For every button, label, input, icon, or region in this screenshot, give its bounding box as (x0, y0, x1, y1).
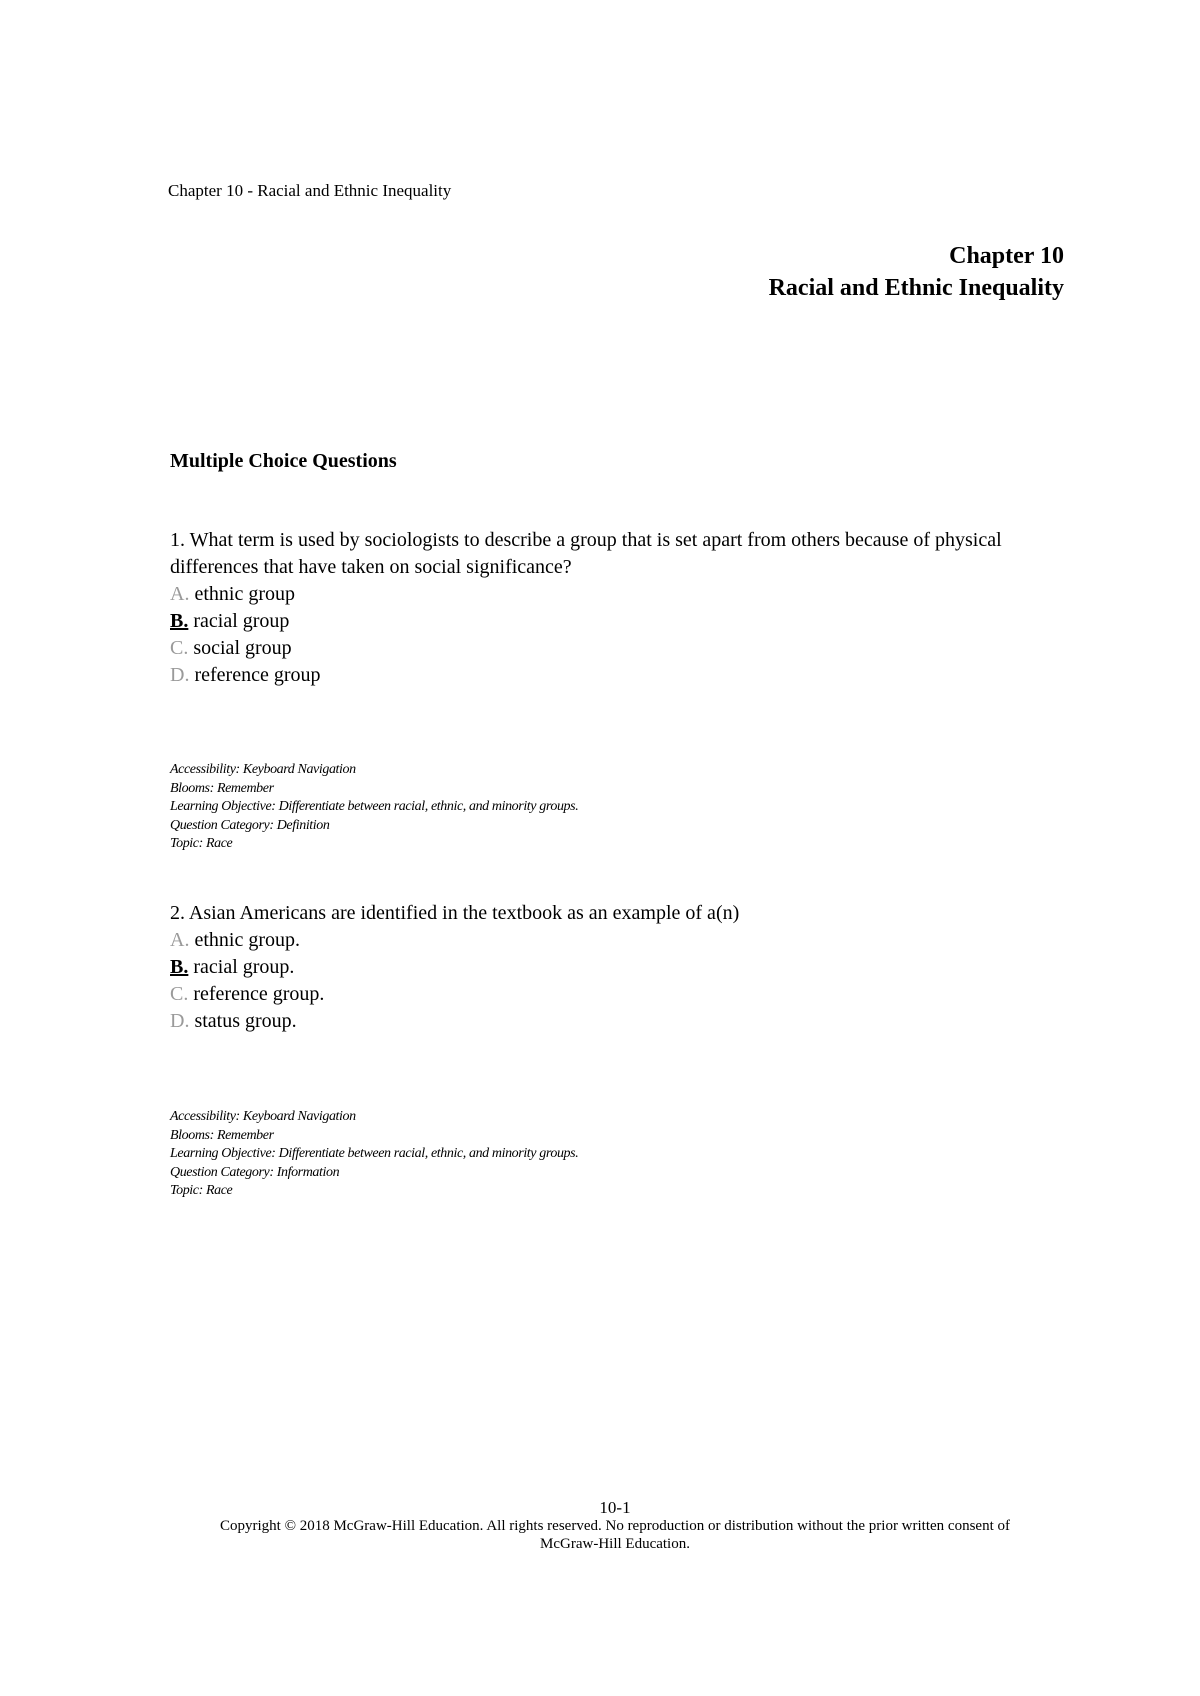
running-header: Chapter 10 - Racial and Ethnic Inequality (168, 181, 452, 200)
chapter-number: Chapter 10 (949, 243, 1064, 269)
copyright-line: Copyright © 2018 McGraw-Hill Education. All rights reserved. No reproduction or distribution without the prior written consent of (219, 1518, 1010, 1534)
copyright-line: McGraw-Hill Education. (540, 1536, 690, 1552)
chapter-name: Racial and Ethnic Inequality (768, 275, 1064, 301)
choice-text: social group (188, 637, 292, 659)
meta-question-category: Question Category: Information (170, 1164, 340, 1180)
choice-text: ethnic group (189, 583, 295, 605)
choice-text: reference group (189, 664, 321, 686)
answer-choice-d (170, 662, 1050, 689)
choice-text: reference group. (188, 983, 325, 1005)
answer-choice-a (170, 581, 1050, 608)
choice-letter: D. (170, 664, 190, 686)
choice-text: status group. (189, 1010, 297, 1032)
question-stem: 1. What term is used by sociologists to describe a group that is set apart from others because of physical differences that have taken on social significance? (170, 529, 1002, 578)
question-2 (170, 900, 1050, 1035)
answer-choice-d (170, 1008, 1050, 1035)
section-heading: Multiple Choice Questions (170, 450, 397, 472)
meta-blooms: Blooms: Remember (170, 780, 274, 796)
meta-topic: Topic: Race (170, 836, 233, 851)
choice-text: ethnic group. (189, 929, 300, 951)
chapter-title (769, 240, 1064, 304)
question-2-metadata (170, 1108, 578, 1201)
choice-text: racial group (188, 610, 290, 632)
answer-choice-c (170, 981, 1050, 1008)
choice-letter: C. (170, 983, 189, 1005)
meta-accessibility: Accessibility: Keyboard Navigation (170, 762, 356, 777)
page-footer (190, 1499, 1040, 1553)
correct-choice-letter: B. (170, 610, 189, 632)
answer-choice-c (170, 635, 1050, 662)
question-stem: 2. Asian Americans are identified in the textbook as an example of a(n) (170, 902, 740, 924)
answer-choice-a (170, 927, 1050, 954)
choice-letter: A. (170, 583, 190, 605)
meta-topic: Topic: Race (170, 1183, 233, 1198)
question-1-metadata (170, 761, 578, 854)
choice-text: racial group. (188, 956, 295, 978)
choice-letter: A. (170, 929, 190, 951)
question-1 (170, 527, 1050, 689)
page-number: 10-1 (599, 1498, 631, 1517)
choice-letter: C. (170, 637, 189, 659)
answer-choice-b (170, 608, 1050, 635)
answer-choice-b (170, 954, 1050, 981)
meta-blooms: Blooms: Remember (170, 1127, 274, 1143)
meta-learning-objective: Learning Objective: Differentiate between racial, ethnic, and minority groups. (170, 1146, 579, 1161)
meta-question-category: Question Category: Definition (170, 817, 330, 833)
choice-letter: D. (170, 1010, 190, 1032)
correct-choice-letter: B. (170, 956, 189, 978)
meta-learning-objective: Learning Objective: Differentiate between racial, ethnic, and minority groups. (170, 799, 579, 814)
meta-accessibility: Accessibility: Keyboard Navigation (170, 1109, 356, 1124)
